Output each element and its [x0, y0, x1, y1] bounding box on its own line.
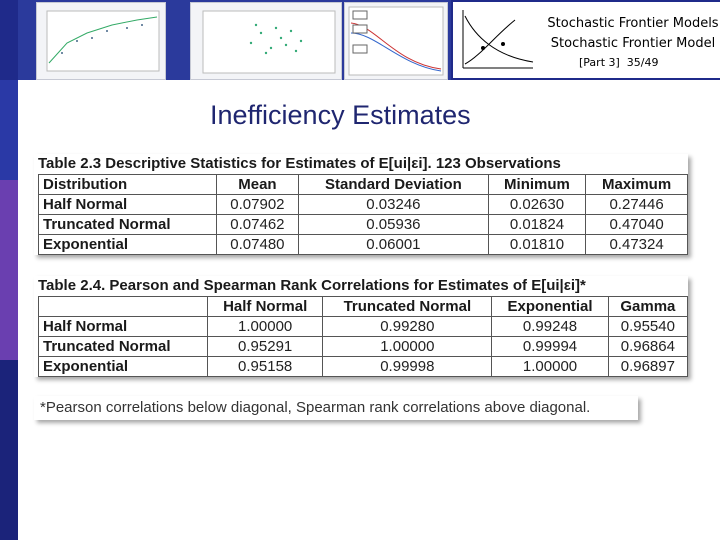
correlations-table [34, 276, 688, 377]
row-label: Exponential [39, 235, 217, 255]
frontier-diagram-icon [455, 6, 535, 76]
row-label: Half Normal [39, 195, 217, 215]
table-footnote: *Pearson correlations below diagonal, Spearman rank correlations above diagonal. [34, 396, 638, 420]
table-cell: 0.07462 [216, 215, 298, 235]
header-title-line1: Stochastic Frontier Models [547, 16, 719, 31]
table-row [39, 357, 688, 377]
table-row [39, 235, 688, 255]
thumbnail-scatter-plot [190, 2, 342, 80]
table-row [39, 337, 688, 357]
row-label: Truncated Normal [39, 215, 217, 235]
accent-segment [0, 180, 18, 360]
column-header: Minimum [488, 175, 585, 195]
left-accent-bar [0, 0, 18, 540]
table-header-row [39, 297, 688, 317]
table-cell: 0.95540 [608, 317, 687, 337]
column-header: Maximum [586, 175, 688, 195]
row-label: Truncated Normal [39, 337, 208, 357]
accent-segment [0, 360, 18, 540]
table-cell: 0.02630 [488, 195, 585, 215]
header-title-box [451, 0, 720, 80]
table-cell: 1.00000 [492, 357, 608, 377]
table-cell: 0.27446 [586, 195, 688, 215]
descriptive-stats-table [34, 154, 688, 255]
column-header: Gamma [608, 297, 687, 317]
table-cell: 0.96897 [608, 357, 687, 377]
table-cell: 0.95158 [208, 357, 323, 377]
table-cell: 0.96864 [608, 337, 687, 357]
table-cell: 0.01810 [488, 235, 585, 255]
table-cell: 0.07480 [216, 235, 298, 255]
column-header [39, 297, 208, 317]
table-cell: 0.01824 [488, 215, 585, 235]
table-cell: 0.99998 [323, 357, 492, 377]
accent-segment [0, 80, 18, 180]
scatter-plot-icon [191, 3, 341, 79]
slide-number: [Part 3] 35/49 [579, 56, 659, 69]
row-label: Half Normal [39, 317, 208, 337]
column-header: Distribution [39, 175, 217, 195]
table-cell: 0.07902 [216, 195, 298, 215]
column-header: Half Normal [208, 297, 323, 317]
table-cell: 0.99994 [492, 337, 608, 357]
thumbnail-density-plot [344, 2, 448, 80]
table-cell: 0.06001 [299, 235, 489, 255]
density-plot-icon [345, 3, 447, 79]
table-row [39, 317, 688, 337]
table-cell: 0.95291 [208, 337, 323, 357]
table-header-row [39, 175, 688, 195]
table-caption: Table 2.3 Descriptive Statistics for Estimates of E[ui|εi]. 123 Observations [38, 155, 561, 172]
table-cell: 1.00000 [323, 337, 492, 357]
table-cell: 0.99280 [323, 317, 492, 337]
slide-title: Inefficiency Estimates [210, 100, 471, 130]
table-caption: Table 2.4. Pearson and Spearman Rank Correlations for Estimates of E[ui|εi]* [38, 277, 586, 294]
header-banner [18, 0, 720, 80]
row-label: Exponential [39, 357, 208, 377]
column-header: Truncated Normal [323, 297, 492, 317]
column-header: Mean [216, 175, 298, 195]
column-header: Standard Deviation [299, 175, 489, 195]
table-cell: 0.99248 [492, 317, 608, 337]
table-cell: 0.47324 [586, 235, 688, 255]
frontier-plot-icon [37, 3, 165, 79]
table-row [39, 195, 688, 215]
table-cell: 0.05936 [299, 215, 489, 235]
table-cell: 1.00000 [208, 317, 323, 337]
thumbnail-frontier-plot [36, 2, 166, 80]
table-cell: 0.03246 [299, 195, 489, 215]
column-header: Exponential [492, 297, 608, 317]
table-cell: 0.47040 [586, 215, 688, 235]
header-title-line2: Stochastic Frontier Model [550, 36, 716, 51]
table-row [39, 215, 688, 235]
